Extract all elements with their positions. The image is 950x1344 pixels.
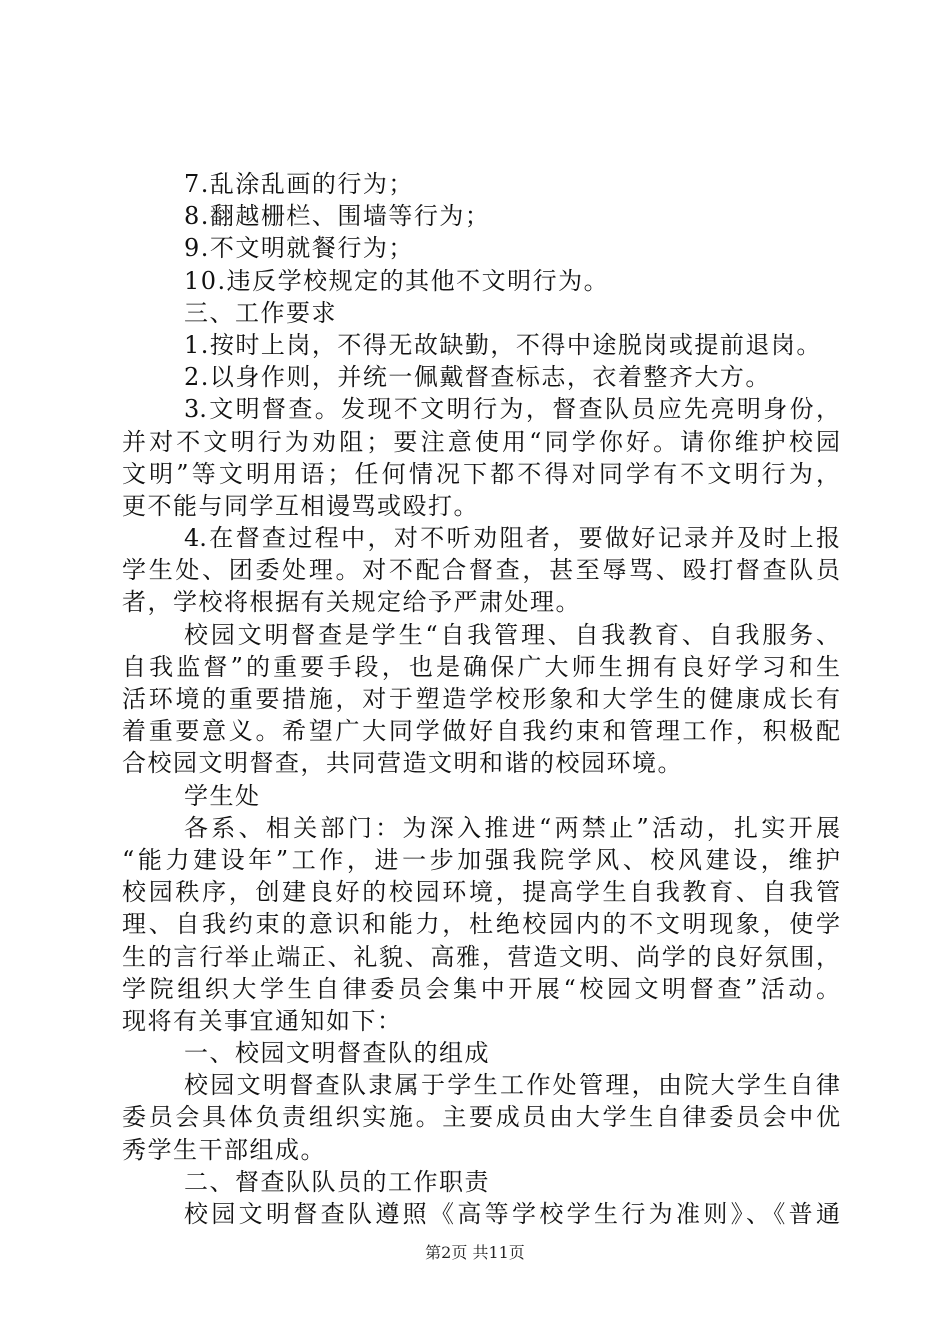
document-body (122, 168, 840, 1230)
text-line: 3.文明督查。发现不文明行为，督查队员应先亮明身份， (184, 395, 840, 424)
text-line: 各系、相关部门：为深入推进“两禁止”活动，扎实开展 (184, 813, 840, 842)
text-line: 合校园文明督查，共同营造文明和谐的校园环境。 (122, 749, 683, 778)
text-line: 自我监督”的重要手段，也是确保广大师生拥有良好学习和生 (122, 652, 840, 681)
text-line: 活环境的重要措施，对于塑造学校形象和大学生的健康成长有 (122, 685, 840, 713)
text-line: 校园文明督查队隶属于学生工作处管理，由院大学生自律 (184, 1071, 840, 1100)
text-line: 着重要意义。希望广大同学做好自我约束和管理工作，积极配 (122, 717, 840, 746)
text-line: 秀学生干部组成。 (122, 1135, 326, 1164)
text-line: 2.以身作则，并统一佩戴督查标志，衣着整齐大方。 (184, 363, 771, 392)
text-line: 校园文明督查是学生“自我管理、自我教育、自我服务、 (184, 620, 840, 649)
text-line: 1.按时上岗，不得无故缺勤，不得中途脱岗或提前退岗。 (184, 330, 822, 359)
text-line: 4.在督查过程中，对不听劝阻者，要做好记录并及时上报 (184, 524, 840, 553)
text-line: 8.翻越栅栏、围墙等行为； (184, 202, 491, 231)
signature-line: 学生处 (184, 781, 261, 810)
section-heading: 三、工作要求 (184, 298, 337, 327)
text-line: 校园秩序，创建良好的校园环境，提高学生自我教育、自我管 (122, 878, 840, 907)
text-line: 校园文明督查队遵照《高等学校学生行为准则》、《普通 (184, 1200, 840, 1228)
text-line: 9.不文明就餐行为； (184, 234, 414, 263)
text-line: 更不能与同学互相谩骂或殴打。 (122, 491, 479, 520)
text-line: 学院组织大学生自律委员会集中开展“校园文明督查”活动。 (122, 974, 840, 1003)
text-line: 10.违反学校规定的其他不文明行为。 (184, 266, 610, 295)
text-line: 理、自我约束的意识和能力，杜绝校园内的不文明现象，使学 (122, 910, 840, 939)
text-line: 现将有关事宜通知如下： (122, 1006, 403, 1035)
text-line: 者，学校将根据有关规定给予严肃处理。 (122, 588, 581, 617)
section-heading: 一、校园文明督查队的组成 (184, 1039, 490, 1068)
text-line: 并对不文明行为劝阻；要注意使用“同学你好。请你维护校园 (122, 427, 840, 456)
text-line: 文明”等文明用语；任何情况下都不得对同学有不文明行为， (122, 459, 840, 488)
text-line: “能力建设年”工作，进一步加强我院学风、校风建设，维护 (122, 845, 840, 874)
page-number-footer: 第2页 共11页 (425, 1243, 525, 1262)
text-line: 7.乱涂乱画的行为； (184, 170, 414, 198)
text-line: 生的言行举止端正、礼貌、高雅，营造文明、尚学的良好氛围， (122, 942, 840, 971)
text-line: 委员会具体负责组织实施。主要成员由大学生自律委员会中优 (122, 1103, 840, 1132)
section-heading: 二、督查队队员的工作职责 (184, 1167, 490, 1196)
text-line: 学生处、团委处理。对不配合督查，甚至辱骂、殴打督查队员 (122, 556, 840, 585)
